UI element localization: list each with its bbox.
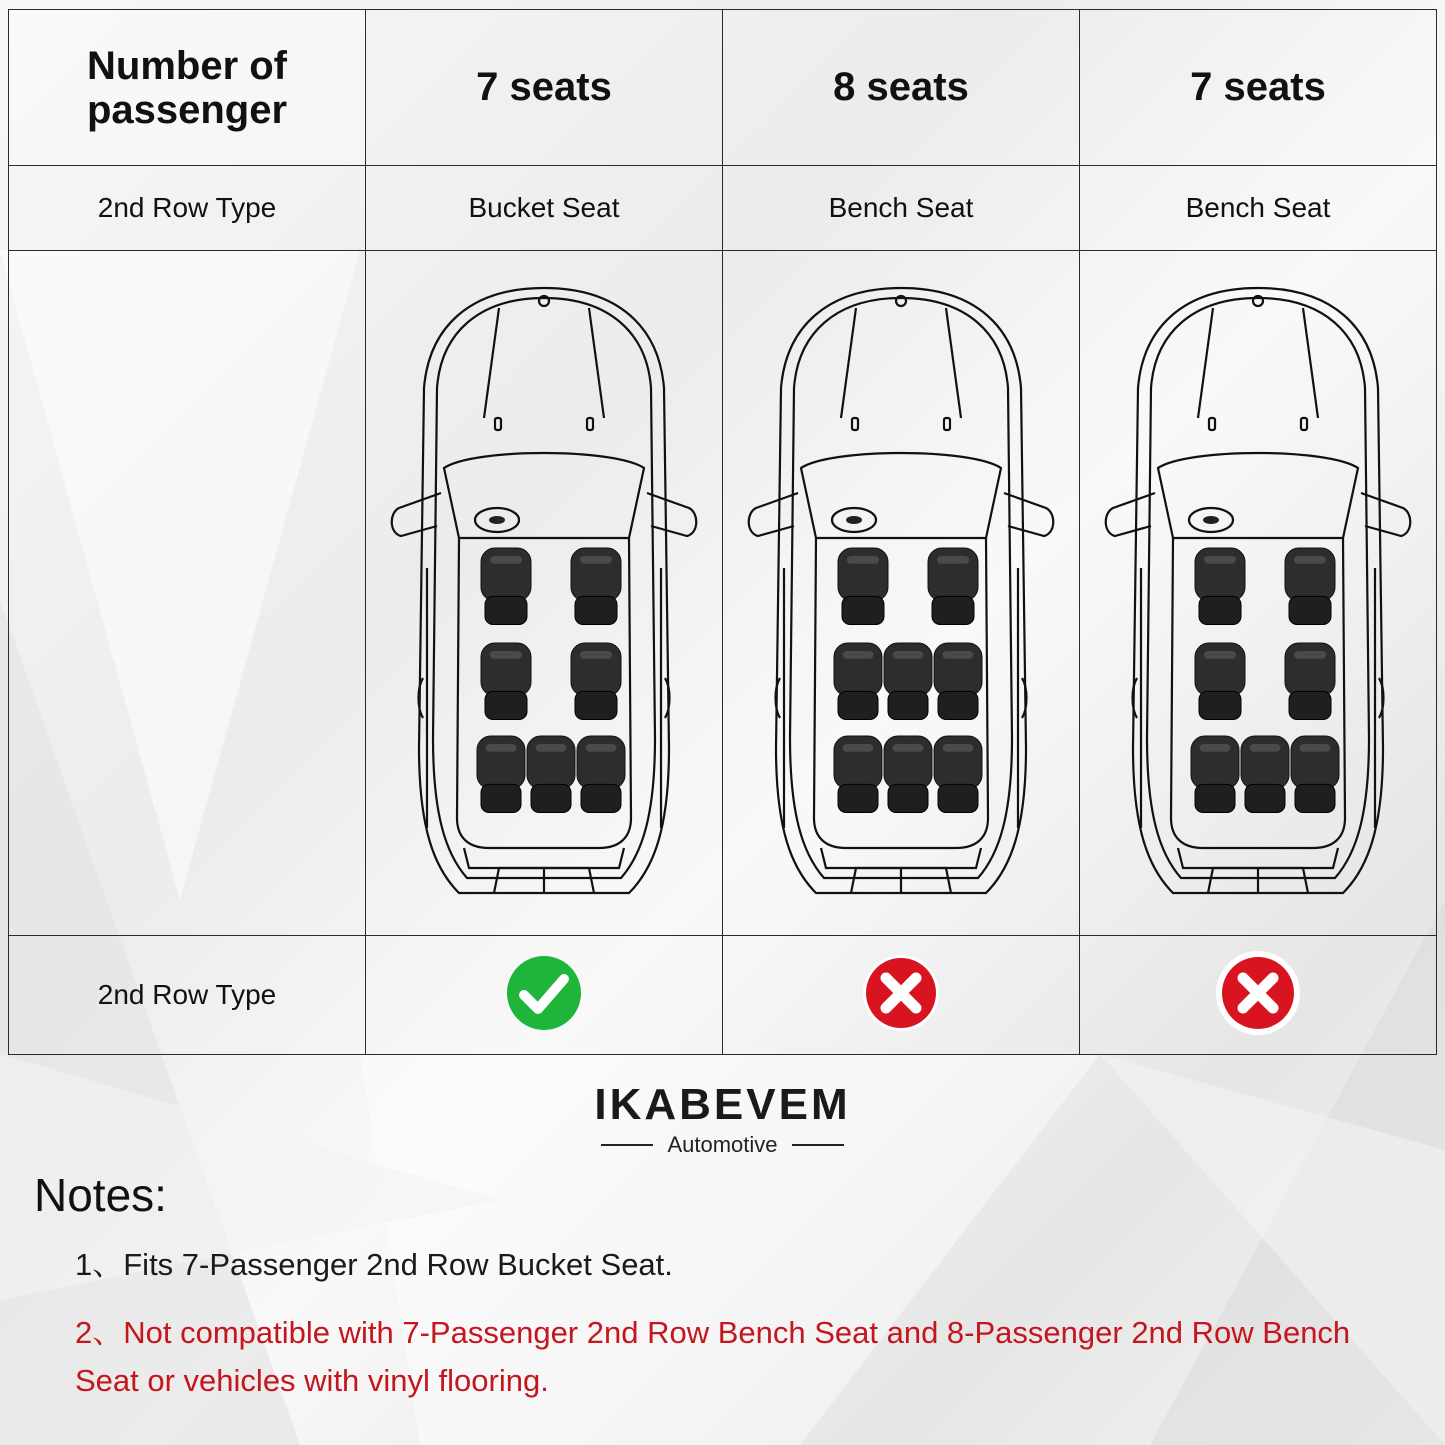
header-label-cell: [9, 10, 366, 166]
divider: [601, 1144, 653, 1146]
row-type-row: [9, 166, 1437, 251]
seat-icon: [884, 736, 932, 812]
seat-icon: [1285, 548, 1335, 624]
seat-icon: [577, 736, 625, 812]
seat-icon: [1191, 736, 1239, 812]
note-item: 1、Fits 7-Passenger 2nd Row Bucket Seat.: [75, 1247, 673, 1282]
seat-icon: [834, 643, 882, 719]
brand-sub-text: Automotive: [667, 1132, 778, 1157]
note-item-warning: 2、Not compatible with 7-Passenger 2nd Row Bench Seat and 8-Passenger 2nd Row Bench Seat or vehicles with vinyl flooring.: [75, 1315, 1351, 1398]
result-label-cell: [9, 936, 366, 1055]
seat-icon: [477, 736, 525, 812]
seat-icon: [1241, 736, 1289, 812]
notes-title: Notes:: [34, 1169, 167, 1221]
seat-icon: [481, 548, 531, 624]
layout-cell-3: [1080, 251, 1437, 936]
layout-cell-1: [366, 251, 723, 936]
seats-label: 7 seats: [1190, 65, 1326, 109]
seat-icon: [571, 643, 621, 719]
seat-icon: [838, 548, 888, 624]
brand-subtitle: [0, 1132, 1445, 1158]
divider: [792, 1144, 844, 1146]
car-top-view-icon: [379, 268, 709, 918]
seat-icon: [884, 643, 932, 719]
header-col-3: [1080, 10, 1437, 166]
row-type-cell-1: [366, 166, 723, 251]
car-top-view-icon: [1093, 268, 1423, 918]
seat-icon: [834, 736, 882, 812]
seat-type: Bucket Seat: [468, 192, 620, 223]
cross-icon: [861, 953, 941, 1033]
seat-icon: [1195, 548, 1245, 624]
seat-icon: [481, 643, 531, 719]
seat-icon: [1285, 643, 1335, 719]
header-col-1: [366, 10, 723, 166]
result-cell-2: [723, 936, 1080, 1055]
result-label: 2nd Row Type: [97, 979, 277, 1010]
header-row: [9, 10, 1437, 166]
row-type-label-cell: [9, 166, 366, 251]
seat-type: Bench Seat: [1185, 192, 1331, 223]
seat-icon: [1291, 736, 1339, 812]
brand-logo: [0, 1080, 1445, 1158]
car-top-view-icon: [736, 268, 1066, 918]
cross-icon: [1215, 950, 1301, 1036]
row-type-label: 2nd Row Type: [97, 192, 277, 223]
check-icon: [504, 953, 584, 1033]
row-type-cell-3: [1080, 166, 1437, 251]
seat-type: Bench Seat: [828, 192, 974, 223]
header-col-2: [723, 10, 1080, 166]
seat-icon: [527, 736, 575, 812]
seat-icon: [1195, 643, 1245, 719]
seat-icon: [928, 548, 978, 624]
result-row: [9, 936, 1437, 1055]
layout-cell-2: [723, 251, 1080, 936]
seat-icon: [934, 643, 982, 719]
seats-label: 8 seats: [833, 65, 969, 109]
seats-label: 7 seats: [476, 65, 612, 109]
row-type-cell-2: [723, 166, 1080, 251]
fitment-table: [8, 9, 1437, 1055]
passenger-label: Number of passenger: [86, 43, 288, 132]
seat-icon: [571, 548, 621, 624]
layout-empty-cell: [9, 251, 366, 936]
seat-icon: [934, 736, 982, 812]
result-cell-1: [366, 936, 723, 1055]
layout-row: [9, 251, 1437, 936]
result-cell-3: [1080, 936, 1437, 1055]
brand-name: IKABEVEM: [594, 1080, 851, 1129]
